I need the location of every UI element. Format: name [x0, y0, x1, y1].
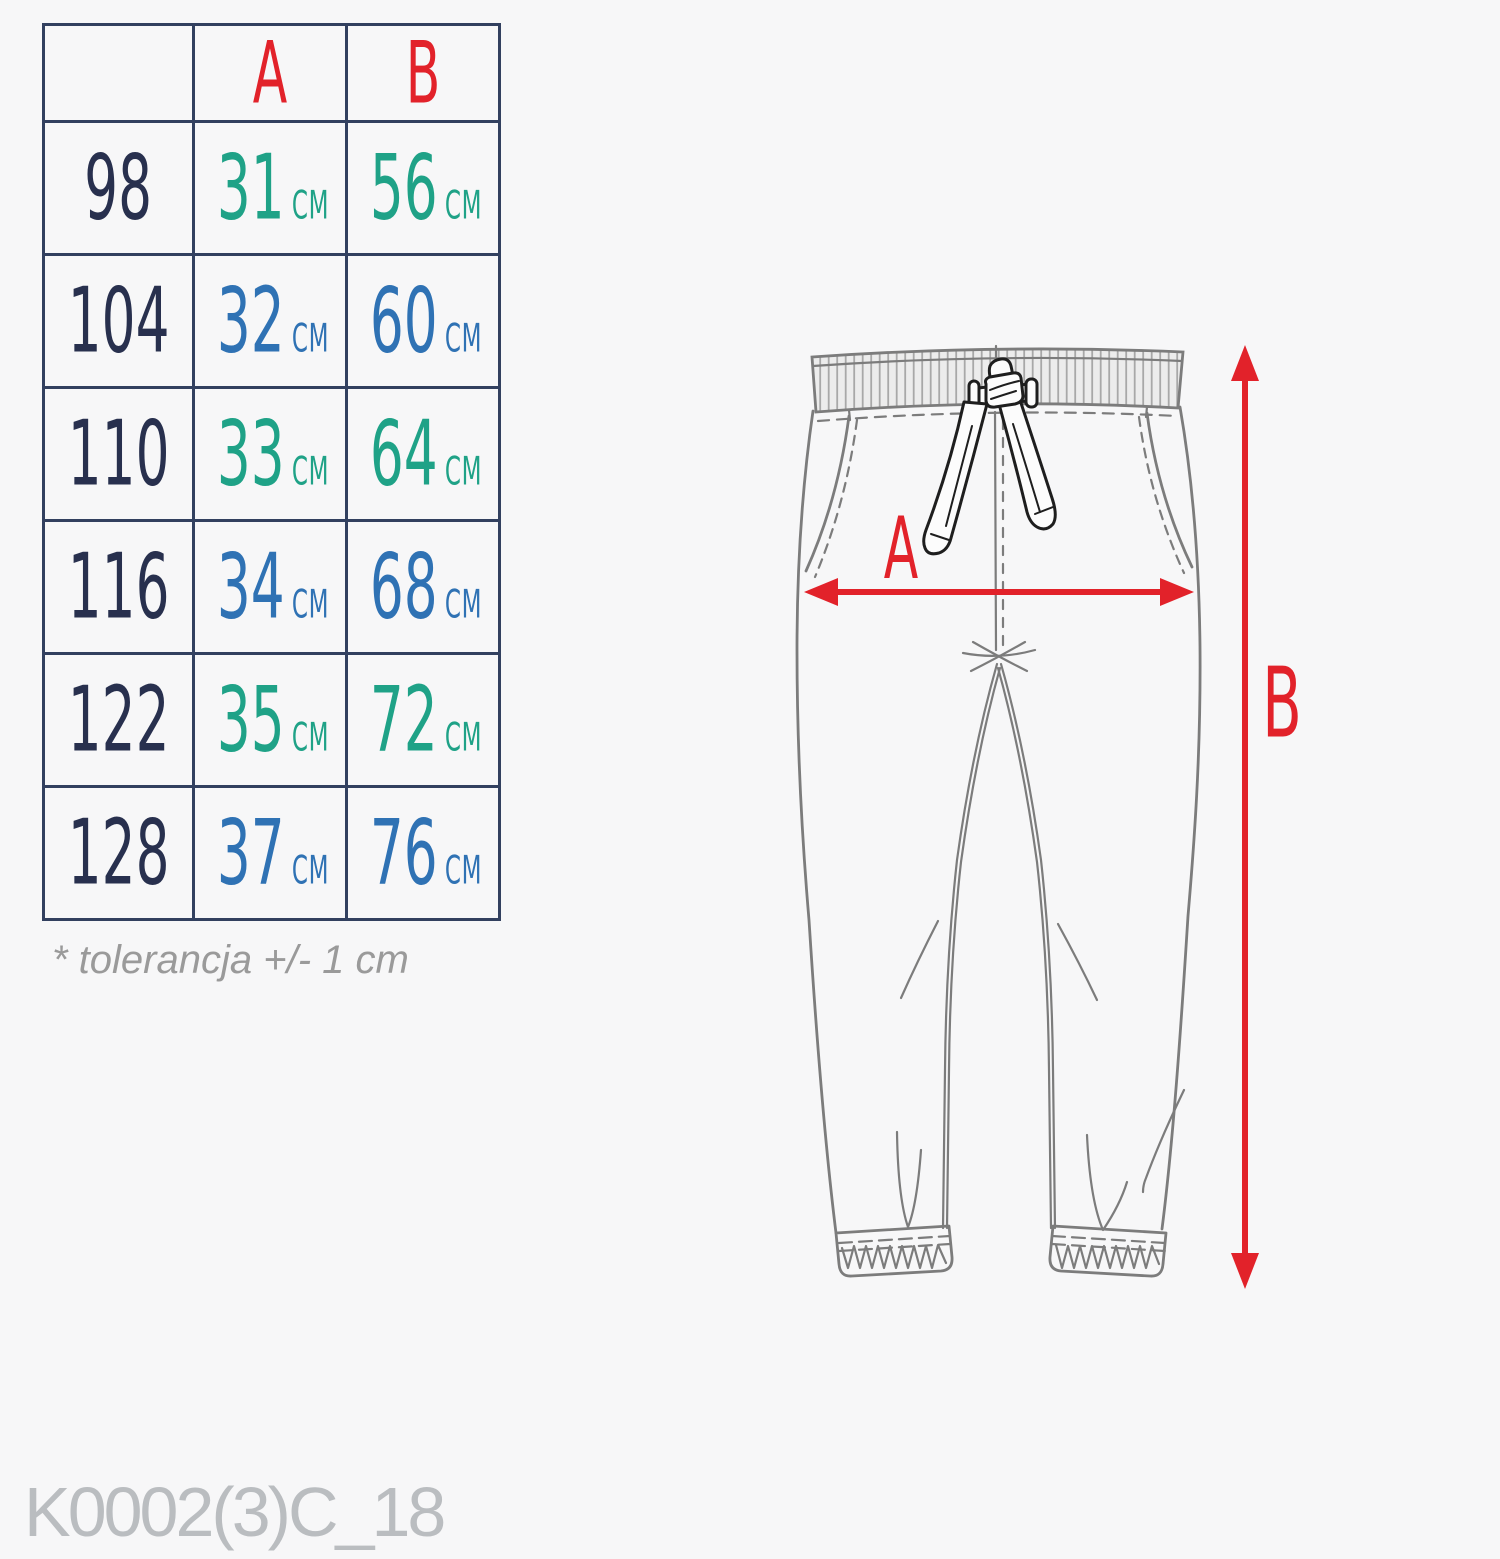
table-row	[44, 521, 500, 654]
table-row	[44, 122, 500, 255]
size-cell: 110	[44, 388, 194, 521]
measure-b-cell: 56 CM	[347, 122, 500, 255]
dimension-arrow-a	[804, 578, 1194, 606]
size-cell: 116	[44, 521, 194, 654]
pants-diagram	[760, 330, 1340, 1340]
measure-a-cell: 35 CM	[194, 654, 347, 787]
size-cell: 104	[44, 255, 194, 388]
header-b-label: B	[405, 22, 441, 124]
tolerance-note: * tolerancja +/- 1 cm	[52, 938, 409, 982]
size-cell: 122	[44, 654, 194, 787]
pocket-left	[806, 410, 857, 577]
measure-a-cell: 31 CM	[194, 122, 347, 255]
dimension-label-b: B	[1262, 646, 1302, 760]
header-size-cell	[44, 25, 194, 122]
table-row	[44, 255, 500, 388]
crease-lines	[897, 921, 1184, 1230]
cuff-right	[1050, 1226, 1166, 1276]
measure-a-cell: 34 CM	[194, 521, 347, 654]
table-row	[44, 388, 500, 521]
measure-a-cell: 32 CM	[194, 255, 347, 388]
table-row	[44, 654, 500, 787]
measure-b-cell: 76 CM	[347, 787, 500, 920]
product-code: K0002(3)C_18	[24, 1473, 444, 1551]
size-table-body	[44, 122, 500, 920]
pants-sketch	[760, 330, 1340, 1340]
measure-a-cell: 33 CM	[194, 388, 347, 521]
dimension-label-a: A	[883, 498, 919, 599]
pants-outline	[797, 407, 1200, 1233]
header-b-cell	[347, 22, 500, 124]
header-a-label: A	[252, 22, 288, 124]
header-a-cell	[194, 22, 347, 124]
size-cell: 98	[44, 122, 194, 255]
cuff-left	[836, 1226, 952, 1276]
measure-b-cell: 72 CM	[347, 654, 500, 787]
size-cell: 128	[44, 787, 194, 920]
size-table	[42, 23, 501, 921]
measure-b-cell: 64 CM	[347, 388, 500, 521]
measure-b-cell: 60 CM	[347, 255, 500, 388]
table-row	[44, 787, 500, 920]
measure-a-cell: 37 CM	[194, 787, 347, 920]
measure-b-cell: 68 CM	[347, 521, 500, 654]
table-header-row	[44, 25, 500, 122]
inseam-lines	[943, 664, 1055, 1228]
dimension-arrow-b	[1231, 345, 1259, 1289]
